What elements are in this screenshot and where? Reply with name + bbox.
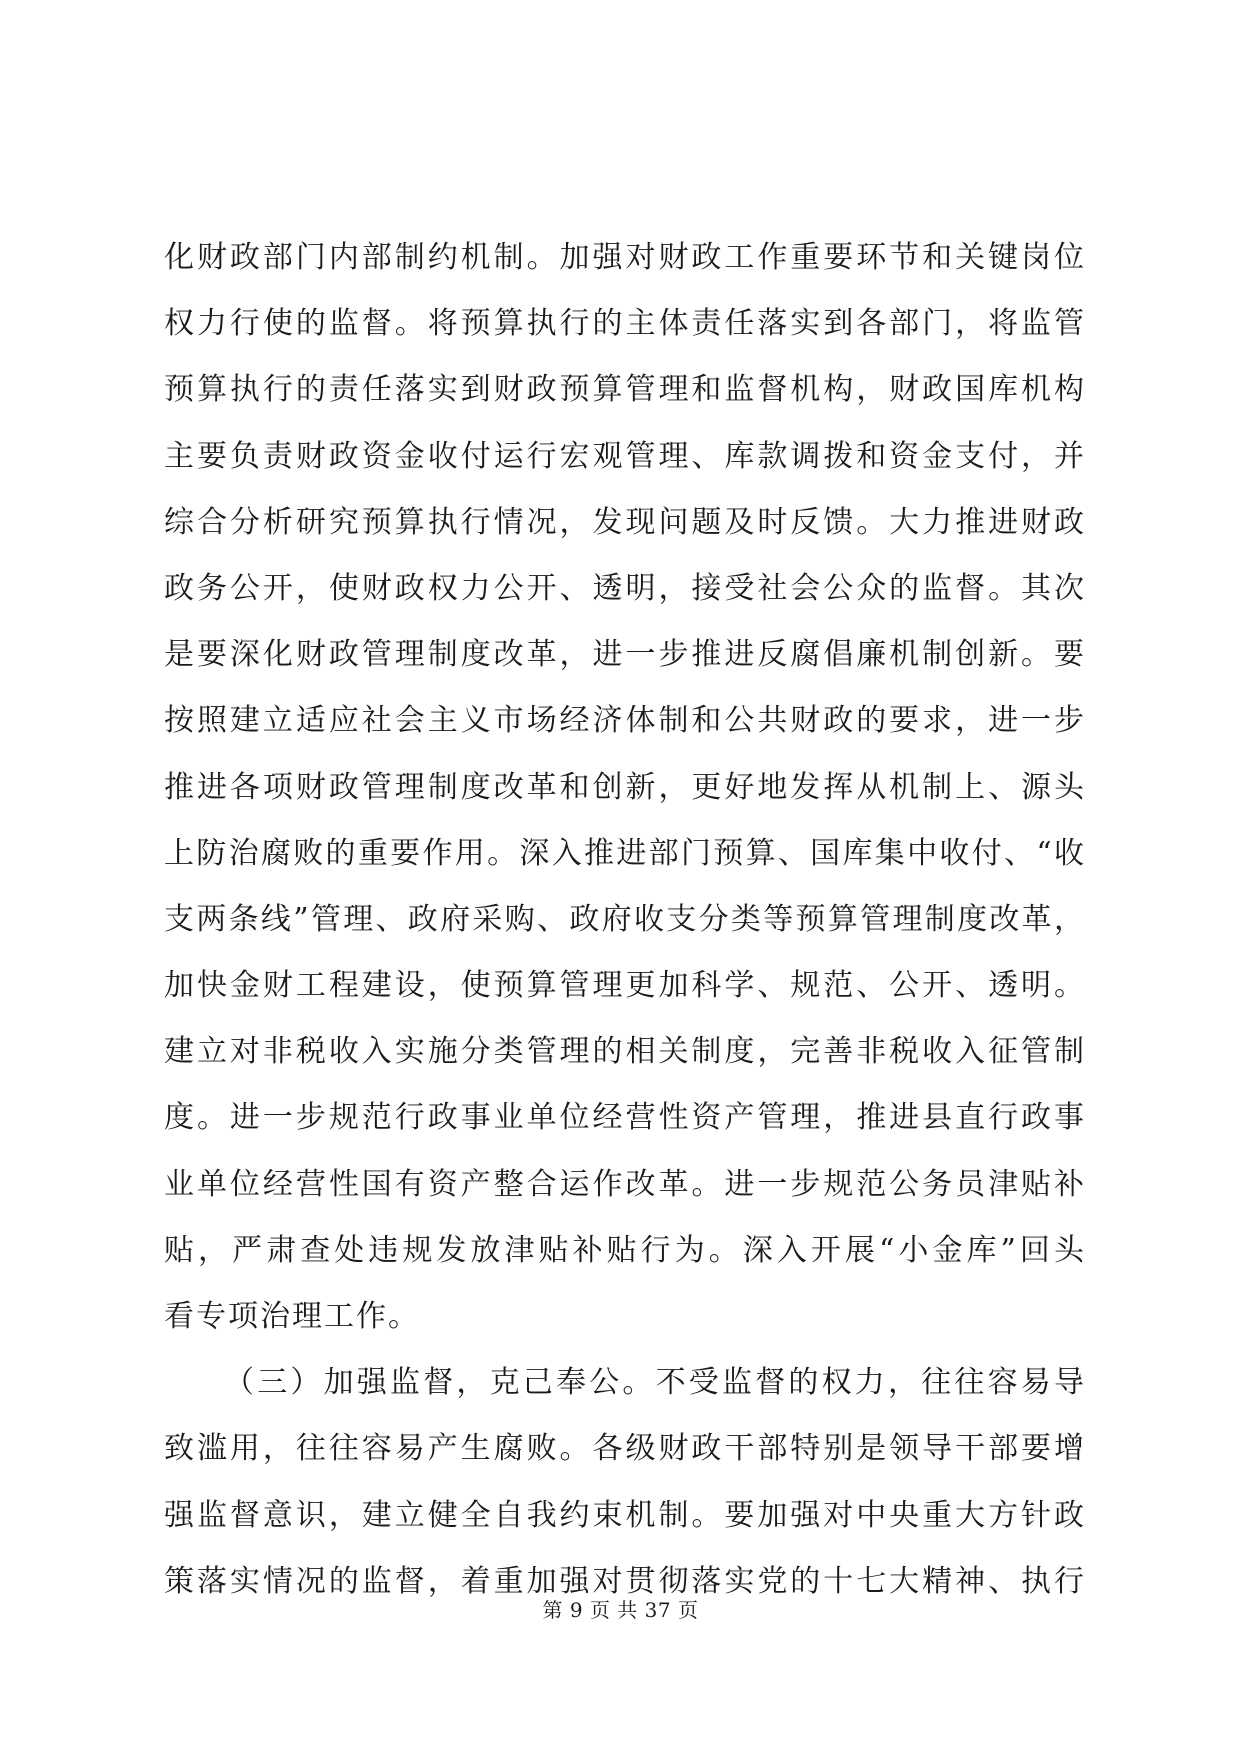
text-line: 致滥用，往往容易产生腐败。各级财政干部特别是领导干部要增 (164, 1431, 1084, 1467)
text-line: 度。进一步规范行政事业单位经营性资产管理，推进县直行政事 (164, 1100, 1084, 1136)
text-line: 推进各项财政管理制度改革和创新，更好地发挥从机制上、源头 (164, 769, 1084, 805)
text-line: 是要深化财政管理制度改革，进一步推进反腐倡廉机制创新。要 (164, 637, 1084, 673)
text-line: 上防治腐败的重要作用。深入推进部门预算、国库集中收付、“收 (164, 835, 1084, 871)
text-line: 加快金财工程建设，使预算管理更加科学、规范、公开、透明。 (164, 968, 1084, 1004)
section-heading-line: （三）加强监督，克己奉公。不受监督的权力，往往容易导 (224, 1365, 1084, 1401)
text-line: 预算执行的责任落实到财政预算管理和监督机构，财政国库机构 (164, 372, 1084, 408)
text-line: 看专项治理工作。 (164, 1299, 420, 1334)
text-line: 支两条线”管理、政府采购、政府收支分类等预算管理制度改革， (164, 901, 1084, 937)
text-line: 政务公开，使财政权力公开、透明，接受社会公众的监督。其次 (164, 570, 1084, 606)
text-line: 综合分析研究预算执行情况，发现问题及时反馈。大力推进财政 (164, 504, 1084, 540)
text-line: 权力行使的监督。将预算执行的主体责任落实到各部门，将监管 (164, 306, 1084, 342)
text-line: 贴，严肃查处违规发放津贴补贴行为。深入开展“小金库”回头 (164, 1232, 1084, 1268)
text-line: 按照建立适应社会主义市场经济体制和公共财政的要求，进一步 (164, 703, 1084, 739)
body-text (164, 225, 1084, 1615)
text-line: 业单位经营性国有资产整合运作改革。进一步规范公务员津贴补 (164, 1166, 1084, 1202)
text-line: 主要负责财政资金收付运行宏观管理、库款调拨和资金支付，并 (164, 438, 1084, 474)
text-line: 化财政部门内部制约机制。加强对财政工作重要环节和关键岗位 (164, 240, 1084, 275)
text-line: 建立对非税收入实施分类管理的相关制度，完善非税收入征管制 (164, 1034, 1084, 1070)
page-number-footer: 第 9 页 共 37 页 (542, 1598, 699, 1622)
text-line: 策落实情况的监督，着重加强对贯彻落实党的十七大精神、执行 (164, 1563, 1084, 1599)
text-line: 强监督意识，建立健全自我约束机制。要加强对中央重大方针政 (164, 1497, 1084, 1533)
